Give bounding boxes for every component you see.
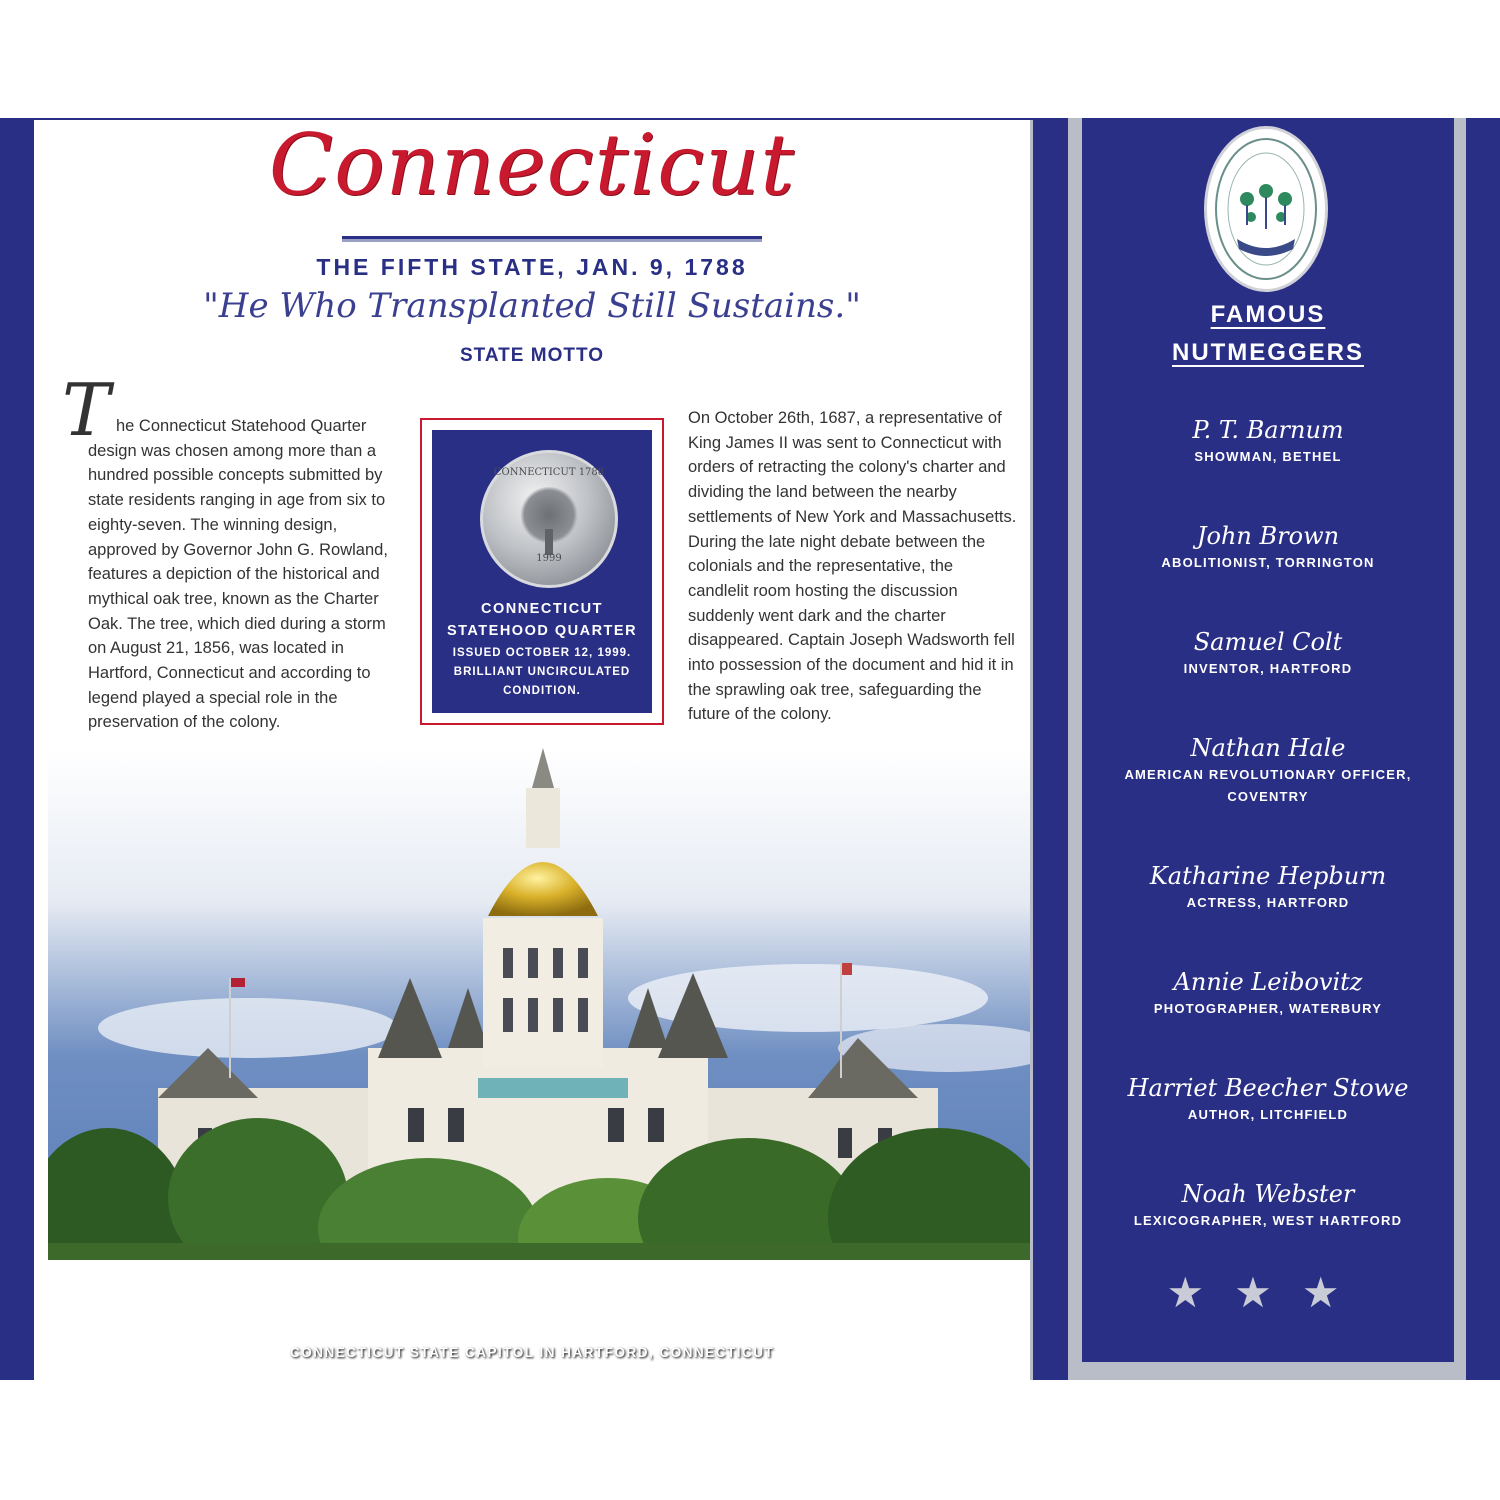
person-role: PHOTOGRAPHER, WATERBURY xyxy=(1153,1001,1383,1016)
state-seal-icon xyxy=(1207,129,1325,289)
person-hepburn xyxy=(1082,862,1454,914)
star-icons: ★★★ xyxy=(1166,1269,1370,1316)
person-name: Nathan Hale xyxy=(1190,734,1346,762)
sidebar-heading-line1: FAMOUS xyxy=(1210,301,1326,328)
right-text-column: On October 26th, 1687, a representative of King James II was sent to Connecticut with orders of retracting the colony's charter and dividing the land between the nearby settlements of New York and Massachusetts. During the late night debate between the colonials and the representative, the candlelit room hosting the discussion suddenly went dark and the charter disappeared. Captain Joseph Wadsworth fell into possession of the document and hid it in the sprawling oak tree, safeguarding the future of the colony. xyxy=(688,409,1017,724)
coin-year: 1999 xyxy=(536,553,562,564)
person-role-line2: COVENTRY xyxy=(1227,789,1309,804)
person-colt xyxy=(1082,628,1454,680)
quarter-detail-line5: CONDITION. xyxy=(503,685,581,697)
person-webster xyxy=(1082,1180,1454,1232)
person-name: P. T. Barnum xyxy=(1192,416,1344,444)
person-role: ACTRESS, HARTFORD xyxy=(1186,895,1350,910)
person-leibovitz xyxy=(1082,968,1454,1020)
title-rule xyxy=(342,236,762,239)
person-role: AMERICAN REVOLUTIONARY OFFICER, xyxy=(1124,767,1412,782)
quarter-coin xyxy=(480,450,618,588)
capitol-photo xyxy=(48,748,1030,1260)
state-title: Connecticut xyxy=(268,116,796,214)
person-barnum xyxy=(1082,416,1454,468)
person-name: Annie Leibovitz xyxy=(1173,968,1363,996)
quarter-title-line2: STATEHOOD QUARTER xyxy=(446,623,638,639)
quarter-title xyxy=(432,598,652,642)
state-motto: "He Who Transplanted Still Sustains." xyxy=(203,286,861,326)
quarter-detail-line4: BRILLIANT UNCIRCULATED xyxy=(453,666,631,678)
motto-label: STATE MOTTO xyxy=(460,345,604,366)
capitol-illustration xyxy=(48,748,1030,1260)
photo-caption: CONNECTICUT STATE CAPITOL IN HARTFORD, CONNECTICUT xyxy=(290,1345,775,1360)
person-role: AUTHOR, LITCHFIELD xyxy=(1187,1107,1349,1122)
coin-top-text: CONNECTICUT 1788 xyxy=(493,467,605,478)
person-stowe xyxy=(1082,1074,1454,1126)
person-role: ABOLITIONIST, TORRINGTON xyxy=(1161,555,1375,570)
quarter-detail-line3: ISSUED OCTOBER 12, 1999. xyxy=(452,647,632,659)
state-seal xyxy=(1204,126,1328,292)
quarter-card xyxy=(420,418,664,725)
person-role: SHOWMAN, BETHEL xyxy=(1194,449,1342,464)
sidebar-heading-line2: NUTMEGGERS xyxy=(1171,339,1364,366)
person-name: Noah Webster xyxy=(1181,1180,1355,1208)
left-text-column: he Connecticut Statehood Quarter design was chosen among more than a hundred possible concepts submitted by state residents ranging in age from six to eighty-seven. The winning design, approved by Governor John G. Rowland, features a depiction of the historical and mythical oak tree, known as the Charter Oak. The tree, which died during a storm on August 21, 1856, was located in Hartford, Connecticut and according to legend played a special role in the preservation of the colony. xyxy=(88,417,388,732)
tree-trunk xyxy=(545,529,553,555)
person-hale xyxy=(1082,734,1454,808)
sidebar-heading xyxy=(1082,296,1454,372)
quarter-card-inner xyxy=(432,430,652,713)
person-name: Samuel Colt xyxy=(1193,628,1343,656)
person-brown xyxy=(1082,522,1454,574)
subtitle: THE FIFTH STATE, JAN. 9, 1788 xyxy=(316,254,748,280)
quarter-details xyxy=(432,644,652,701)
quarter-title-line1: CONNECTICUT xyxy=(480,601,604,617)
person-role: INVENTOR, HARTFORD xyxy=(1183,661,1353,676)
person-role: LEXICOGRAPHER, WEST HARTFORD xyxy=(1133,1213,1403,1228)
person-name: Katharine Hepburn xyxy=(1149,862,1387,890)
drop-cap: T xyxy=(62,368,111,452)
person-name: Harriet Beecher Stowe xyxy=(1127,1074,1409,1102)
person-name: John Brown xyxy=(1196,522,1340,550)
